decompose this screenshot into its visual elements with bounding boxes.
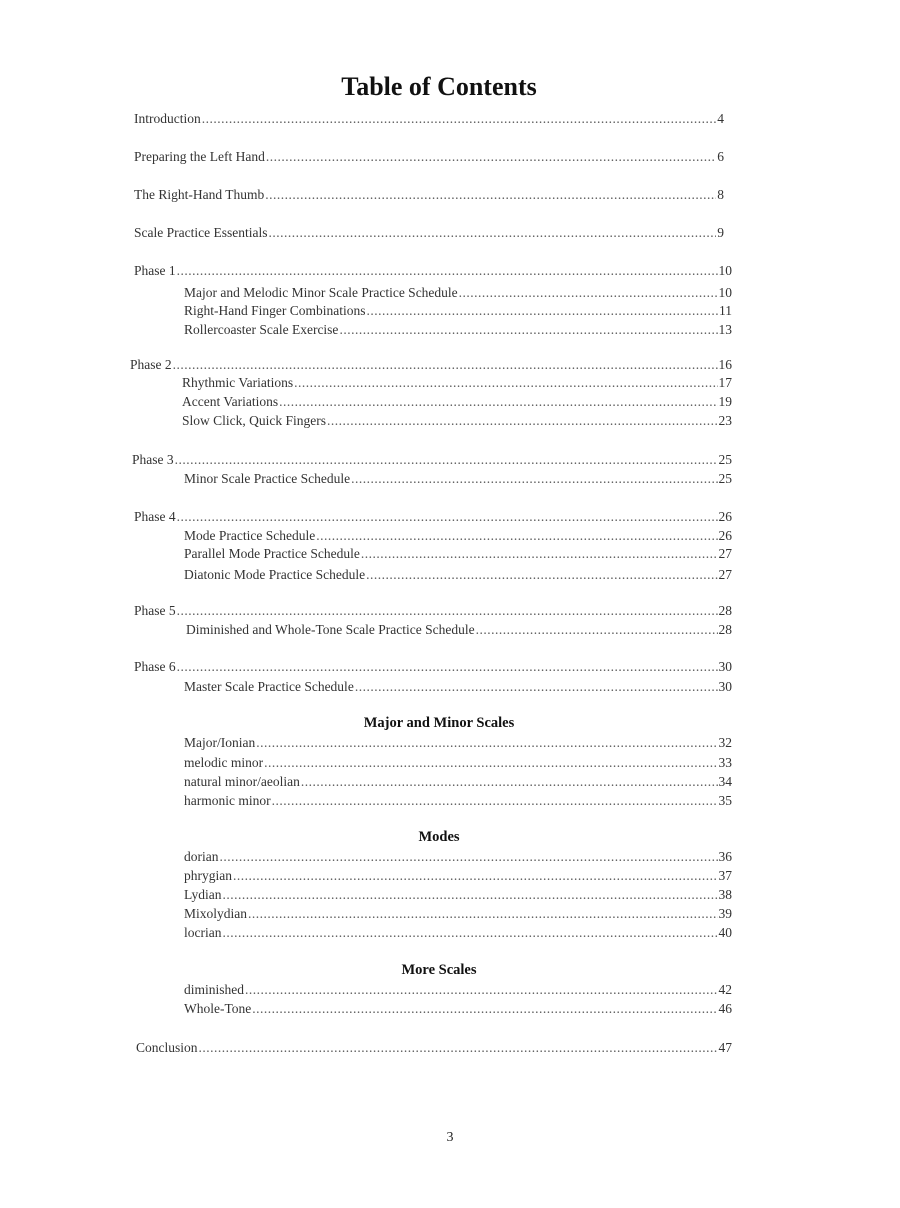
toc-entry-label: Phase 1 — [134, 263, 176, 278]
toc-entry-phase-5[interactable] — [134, 602, 732, 620]
toc-entry-page: 38 — [718, 887, 732, 902]
toc-entry-page: 26 — [718, 528, 732, 543]
toc-entry-right-hand-thumb[interactable] — [134, 186, 724, 204]
toc-entry-label: Phase 2 — [130, 357, 172, 372]
toc-subentry[interactable] — [184, 867, 732, 885]
toc-entry-page: 32 — [718, 735, 732, 750]
toc-entry-page: 28 — [718, 603, 732, 618]
toc-entry-label: Slow Click, Quick Fingers — [182, 413, 326, 428]
toc-entry-label: Mixolydian — [184, 906, 247, 921]
section-heading-more-scales: More Scales — [401, 962, 477, 978]
toc-entry-page: 26 — [718, 509, 732, 524]
toc-entry-label: melodic minor — [184, 755, 264, 770]
toc-entry-label: Whole-Tone — [184, 1001, 252, 1016]
toc-entry-label: phrygian — [184, 868, 232, 883]
toc-entry-page: 17 — [718, 375, 732, 390]
toc-subentry[interactable] — [184, 284, 732, 302]
toc-subentry[interactable] — [184, 1000, 732, 1018]
section-heading-modes: Modes — [418, 829, 460, 845]
toc-entry-page: 42 — [718, 982, 732, 997]
toc-entry-page: 35 — [718, 793, 732, 808]
toc-entry-page: 19 — [718, 394, 732, 409]
toc-subentry[interactable] — [184, 981, 732, 999]
toc-entry-label: Scale Practice Essentials — [134, 225, 268, 240]
toc-entry-label: Conclusion — [136, 1040, 198, 1055]
toc-entry-label: Rollercoaster Scale Exercise — [184, 322, 339, 337]
toc-subentry[interactable] — [184, 754, 732, 772]
toc-entry-label: Master Scale Practice Schedule — [184, 679, 354, 694]
toc-entry-label: Diminished and Whole-Tone Scale Practice Schedule — [186, 622, 475, 637]
toc-entry-label: Phase 6 — [134, 659, 176, 674]
toc-entry-page: 39 — [718, 906, 732, 921]
toc-entry-page: 34 — [718, 774, 732, 789]
toc-entry-page: 16 — [718, 357, 732, 372]
toc-entry-page: 11 — [719, 303, 732, 318]
toc-entry-page: 46 — [718, 1001, 732, 1016]
toc-subentry[interactable] — [184, 566, 732, 584]
toc-entry-page: 47 — [718, 1040, 732, 1055]
toc-entry-label: locrian — [184, 925, 222, 940]
toc-entry-label: Lydian — [184, 887, 222, 902]
toc-entry-page: 25 — [718, 452, 732, 467]
toc-entry-page: 13 — [718, 322, 732, 337]
toc-subentry[interactable] — [184, 848, 732, 866]
toc-entry-phase-1[interactable] — [134, 262, 732, 280]
toc-entry-phase-3[interactable] — [132, 451, 732, 469]
toc-entry-page: 36 — [718, 849, 732, 864]
toc-entry-label: Diatonic Mode Practice Schedule — [184, 567, 366, 582]
toc-entry-label: natural minor/aeolian — [184, 774, 300, 789]
toc-entry-conclusion[interactable] — [136, 1039, 732, 1057]
toc-entry-label: Right-Hand Finger Combinations — [184, 303, 366, 318]
toc-entry-page: 10 — [718, 263, 732, 278]
toc-subentry[interactable] — [184, 905, 732, 923]
toc-entry-label: Minor Scale Practice Schedule — [184, 471, 351, 486]
toc-entry-page: 28 — [718, 622, 732, 637]
toc-entry-label: Accent Variations — [182, 394, 279, 409]
toc-entry-phase-4[interactable] — [134, 508, 732, 526]
page-number: 3 — [446, 1130, 454, 1145]
toc-subentry[interactable] — [182, 412, 732, 430]
toc-subentry[interactable] — [184, 302, 732, 320]
toc-subentry[interactable] — [184, 470, 732, 488]
toc-entry-page: 10 — [718, 285, 732, 300]
toc-subentry[interactable] — [182, 374, 732, 392]
toc-subentry[interactable] — [184, 773, 732, 791]
toc-entry-label: Phase 4 — [134, 509, 176, 524]
toc-subentry[interactable] — [184, 678, 732, 696]
toc-entry-page: 40 — [718, 925, 732, 940]
toc-entry-page: 23 — [718, 413, 732, 428]
page-title: Table of Contents — [341, 72, 537, 101]
toc-subentry[interactable] — [186, 621, 732, 639]
toc-entry-page: 30 — [718, 659, 732, 674]
toc-entry-page: 6 — [717, 149, 724, 164]
toc-subentry[interactable] — [182, 393, 732, 411]
toc-entry-label: Major/Ionian — [184, 735, 256, 750]
toc-entry-label: Rhythmic Variations — [182, 375, 294, 390]
toc-entry-phase-2[interactable] — [130, 356, 732, 374]
toc-entry-label: harmonic minor — [184, 793, 271, 808]
toc-entry-label: Mode Practice Schedule — [184, 528, 316, 543]
toc-entry-label: diminished — [184, 982, 244, 997]
toc-subentry[interactable] — [184, 321, 732, 339]
toc-entry-label: Preparing the Left Hand — [134, 149, 265, 164]
toc-entry-page: 27 — [718, 546, 732, 561]
toc-entry-page: 8 — [717, 187, 724, 202]
toc-entry-page: 4 — [717, 111, 724, 126]
toc-subentry[interactable] — [184, 527, 732, 545]
toc-entry-page: 25 — [718, 471, 732, 486]
section-heading-major-minor: Major and Minor Scales — [363, 715, 515, 731]
toc-entry-introduction[interactable] — [134, 110, 724, 128]
toc-subentry[interactable] — [184, 545, 732, 563]
toc-subentry[interactable] — [184, 734, 732, 752]
toc-subentry[interactable] — [184, 792, 732, 810]
toc-entry-label: The Right-Hand Thumb — [134, 187, 265, 202]
toc-entry-label: Phase 3 — [132, 452, 174, 467]
toc-entry-page: 9 — [717, 225, 724, 240]
toc-entry-scale-practice-essentials[interactable] — [134, 224, 724, 242]
toc-entry-preparing-left-hand[interactable] — [134, 148, 724, 166]
toc-entry-phase-6[interactable] — [134, 658, 732, 676]
toc-entry-label: Introduction — [134, 111, 201, 126]
toc-entry-page: 33 — [718, 755, 732, 770]
toc-entry-page: 37 — [718, 868, 732, 883]
toc-entry-label: dorian — [184, 849, 219, 864]
toc-entry-page: 30 — [718, 679, 732, 694]
toc-entry-label: Major and Melodic Minor Scale Practice Schedule — [184, 285, 458, 300]
toc-entry-label: Phase 5 — [134, 603, 176, 618]
toc-subentry[interactable] — [184, 924, 732, 942]
toc-entry-page: 27 — [718, 567, 732, 582]
toc-entry-label: Parallel Mode Practice Schedule — [184, 546, 360, 561]
toc-subentry[interactable] — [184, 886, 732, 904]
